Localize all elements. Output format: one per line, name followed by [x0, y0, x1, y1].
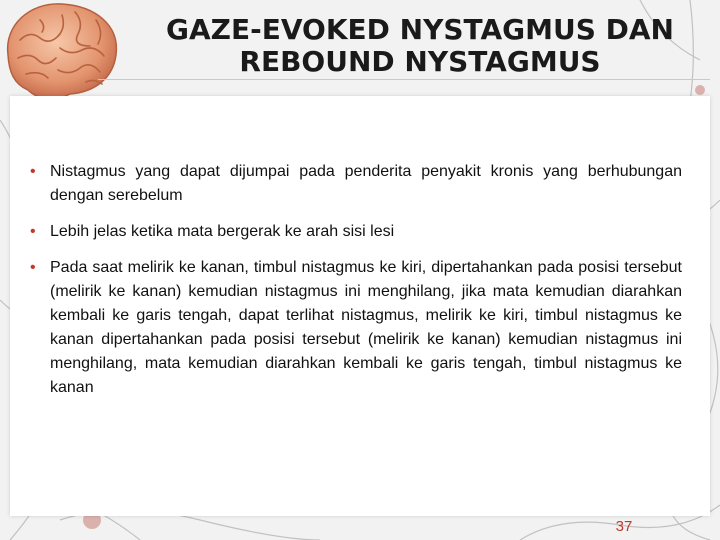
bullet-item: [30, 256, 682, 400]
bullet-text: Lebih jelas ketika mata bergerak ke arah sisi lesi: [50, 223, 395, 240]
bullet-item: [30, 220, 682, 244]
title-divider: [98, 79, 710, 80]
bullet-text: Nistagmus yang dapat dijumpai pada penderita penyakit kronis yang berhubungan dengan serebelum: [50, 163, 682, 204]
title-line-1: GAZE-EVOKED NYSTAGMUS DAN: [166, 13, 674, 46]
page-number: 37: [615, 518, 633, 535]
slide-title: [120, 14, 720, 78]
bullet-item: [30, 160, 682, 208]
bullet-dot-icon: •: [30, 223, 36, 240]
bullet-dot-icon: •: [30, 163, 36, 180]
bullet-text: Pada saat melirik ke kanan, timbul nistagmus ke kiri, dipertahankan pada posisi tersebut (melirik ke kanan) kemudian nistagmus ini menghilang, jika mata kemudian diarahkan kembali ke garis tengah, dapat terlihat nistagmus, melirik ke kiri, timbul nistagmus ke kanan dipertahankan pada posisi tersebut (melirik ke kanan) kemudian nistagmus ini menghilang, mata kemudian diarahkan kembali ke garis tengah, timbul nistagmus ke kanan: [50, 259, 682, 396]
bullet-dot-icon: •: [30, 259, 36, 276]
bullet-list: [30, 160, 682, 412]
brain-icon: [0, 0, 125, 105]
title-line-2: REBOUND NYSTAGMUS: [239, 45, 601, 78]
